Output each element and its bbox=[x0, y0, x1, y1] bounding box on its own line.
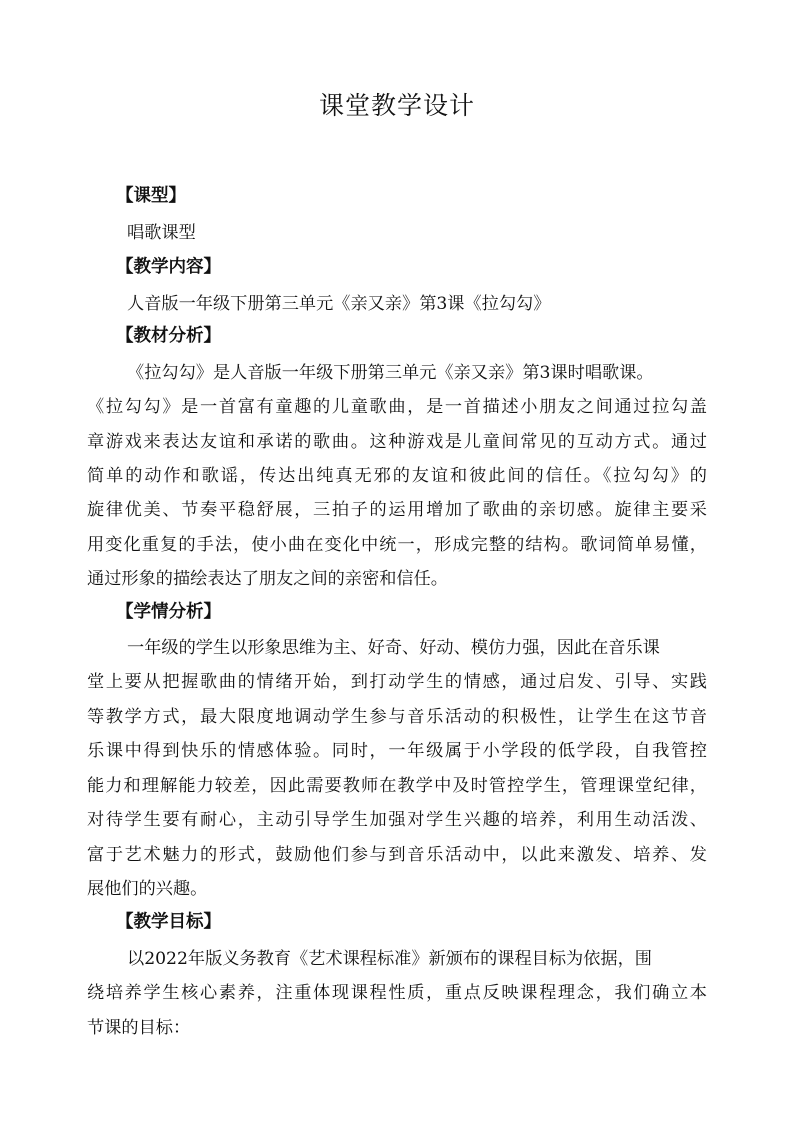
paragraph-line: 唱歌课型 bbox=[127, 223, 196, 243]
paragraph-line: 《拉勾勾》是一首富有童趣的儿童歌曲，是一首描述小朋友之间通过拉勾盖 bbox=[87, 397, 707, 417]
paragraph-line: 富于艺术魅力的形式，鼓励他们参与到音乐活动中，以此来激发、培养、发 bbox=[87, 845, 707, 865]
paragraph-line: 人音版一年级下册第三单元《亲又亲》第3课《拉勾勾》 bbox=[127, 294, 551, 314]
paragraph-line: 《拉勾勾》是人音版一年级下册第三单元《亲又亲》第3课时唱歌课。 bbox=[127, 363, 654, 383]
paragraph-line: 简单的动作和歌谣，传达出纯真无邪的友谊和彼此间的信任。《拉勾勾》的 bbox=[87, 466, 707, 486]
paragraph-line: 对待学生要有耐心，主动引导学生加强对学生兴趣的培养，利用生动活泼、 bbox=[87, 810, 707, 830]
paragraph-line: 通过形象的描绘表达了朋友之间的亲密和信任。 bbox=[87, 569, 448, 589]
paragraph-line: 旋律优美、节奏平稳舒展，三拍子的运用增加了歌曲的亲切感。旋律主要采 bbox=[87, 500, 707, 520]
paragraph-line: 等教学方式，最大限度地调动学生参与音乐活动的积极性，让学生在这节音 bbox=[87, 707, 707, 727]
section-heading-student-analysis: 【学情分析】 bbox=[116, 602, 221, 622]
paragraph-line: 以2022年版义务教育《艺术课程标准》新颁布的课程目标为依据，围 bbox=[127, 949, 652, 969]
section-heading-material-analysis: 【教材分析】 bbox=[116, 326, 221, 346]
paragraph-line: 一年级的学生以形象思维为主、好奇、好动、模仿力强，因此在音乐课 bbox=[127, 638, 660, 658]
page-title: 课堂教学设计 bbox=[318, 91, 475, 120]
paragraph-line: 章游戏来表达友谊和承诺的歌曲。这种游戏是儿童间常见的互动方式。通过 bbox=[87, 432, 707, 452]
paragraph-line: 绕培养学生核心素养，注重体现课程性质，重点反映课程理念，我们确立本 bbox=[87, 983, 707, 1003]
paragraph-line: 堂上要从把握歌曲的情绪开始，到打动学生的情感，通过启发、引导、实践 bbox=[87, 672, 707, 692]
paragraph-line: 展他们的兴趣。 bbox=[87, 879, 208, 899]
section-heading-teaching-content: 【教学内容】 bbox=[116, 257, 221, 277]
paragraph-line: 节课的目标： bbox=[87, 1018, 191, 1038]
paragraph-line: 能力和理解能力较差，因此需要教师在教学中及时管控学生，管理课堂纪律， bbox=[87, 776, 707, 796]
section-heading-teaching-goals: 【教学目标】 bbox=[116, 912, 221, 932]
paragraph-line: 乐课中得到快乐的情感体验。同时，一年级属于小学段的低学段，自我管控 bbox=[87, 741, 707, 761]
section-heading-lesson-type: 【课型】 bbox=[116, 186, 186, 206]
paragraph-line: 用变化重复的手法，使小曲在变化中统一，形成完整的结构。歌词简单易懂， bbox=[87, 535, 707, 555]
